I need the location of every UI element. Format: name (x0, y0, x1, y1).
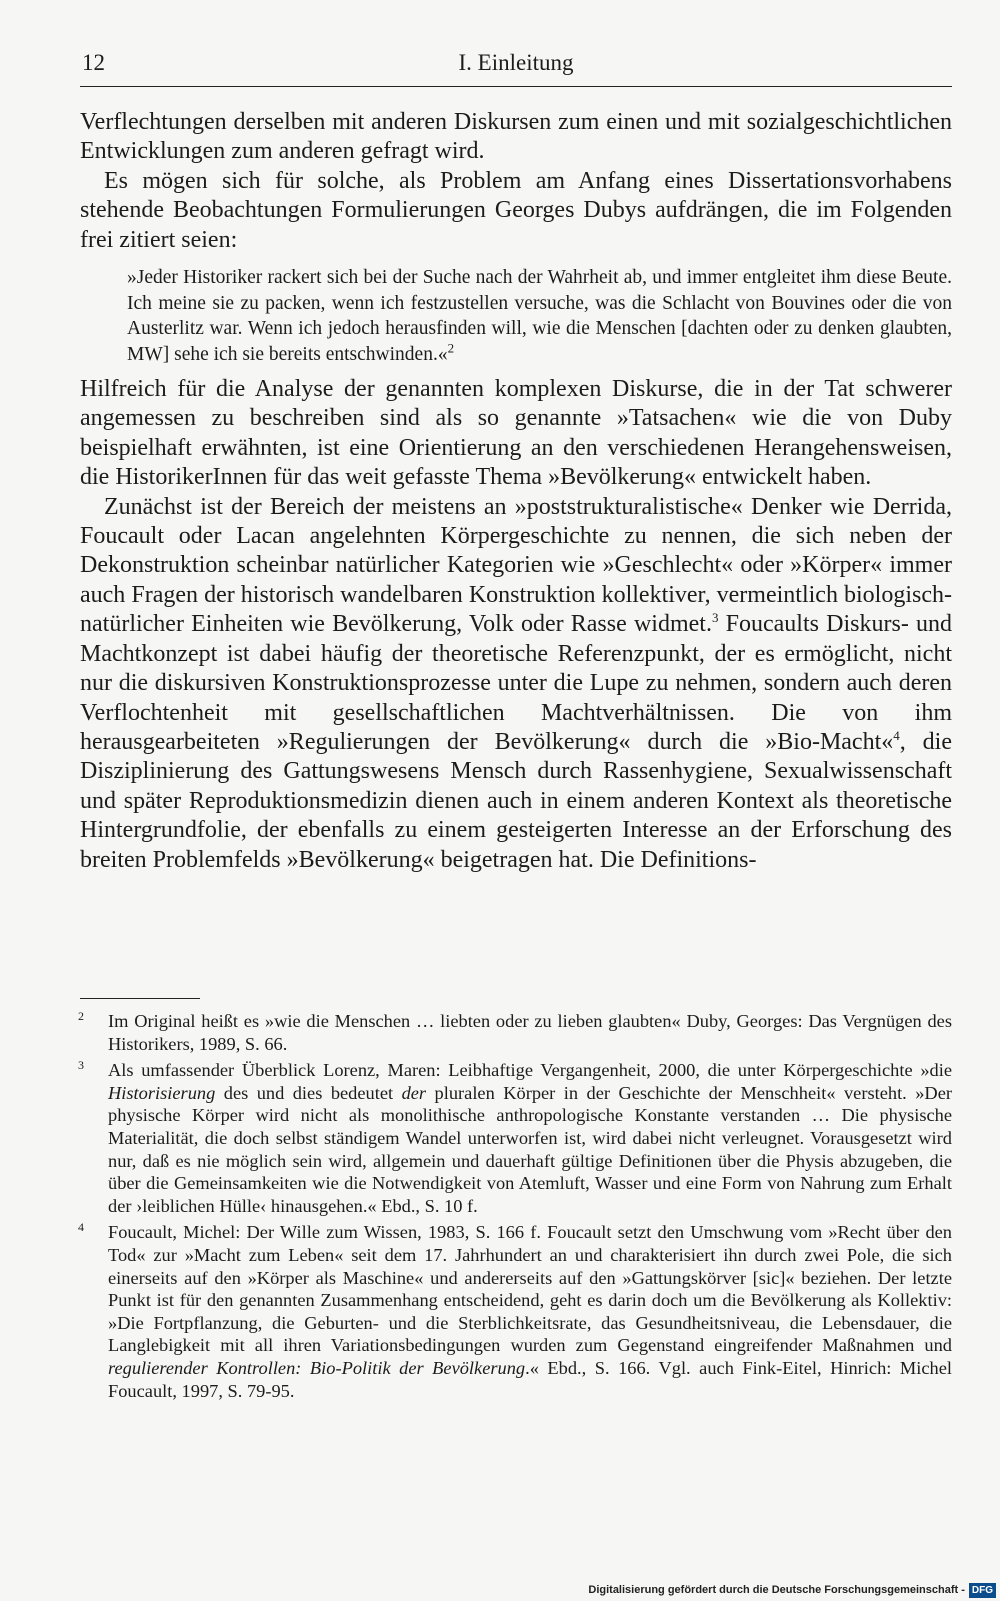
header-rule (80, 86, 952, 87)
footnote-text: Im Original heißt es »wie die Menschen … liebten oder zu lieben glaubten« Duby, Georges: Das Vergnügen des Historikers, 1989, S. 66. (108, 1011, 952, 1054)
footnote (80, 1059, 952, 1217)
footnote-text: Foucault, Michel: Der Wille zum Wissen, 1983, S. 166 f. Foucault setzt den Umschwung vom »Recht über den Tod« zur »Macht zum Leben« seit dem 17. Jahrhundert an und charakterisiert ihn durch zwei Pole, die sich einerseits auf den »Körper als Maschine« und andererseits auf den »Gattungskörver [sic]« beziehen. Der letzte Punkt ist für den genannten Zusammenhang entscheidend, geht es darin doch um die Bevölkerung als Kollektiv: »Die Fortpflanzung, die Geburten- und die Sterblichkeitsrate, das Gesundheitsniveau, die Lebensdauer, die Langlebigkeit mit all ihren Variationsbedingungen wurden zum Gegenstand eingreifender Maßnahmen und (108, 1222, 952, 1356)
footnote-text: des und dies bedeutet (215, 1082, 402, 1103)
page-header (80, 50, 952, 90)
footnote-emphasis: Historisierung (108, 1082, 216, 1103)
footnote-marker[interactable]: 4 (893, 727, 900, 743)
paragraph-text: , die Disziplinierung des Gattungswesens Mensch durch Rassenhygiene, Sexualwissenschaft und später Reproduktionsmedizin dienen auch in einem anderen Kontext als theoretische Hintergrundfolie, der ebenfalls zu einem gesteigerten Interesse an der Erforschung des breiten Problemfelds »Bevölkerung« beigetragen hat. Die Definitions- (80, 728, 953, 873)
footer-credit: Digitalisierung gefördert durch die Deutsche Forschungsgemeinschaft - (588, 1584, 965, 1596)
footnote (80, 1221, 952, 1402)
footnotes (80, 1010, 952, 1406)
dfg-logo: DFG (969, 1583, 996, 1598)
paragraph (80, 493, 952, 875)
footnote-text: pluralen Körper in der Geschichte der Menschheit« versteht. »Der physische Körper wird nicht als monolithische anthropologische Konstante verstanden … Die physische Materialität, die doch selbst ständigem Wandel unterworfen ist, wird dabei nicht verleugnet. Vorausgesetzt wird nur, daß es nie möglich sein wird, allgemein und dauerhaft gültige Definitionen über die Physis abzugeben, die über die Gemeinsamkeiten wie die Notwendigkeit von Atemluft, Wasser und eine Form von Nahrung zum Erhalt der ›leiblichen Hülle‹ hinausgehen.« Ebd., S. 10 f. (108, 1082, 952, 1216)
footnote-emphasis: regulierender Kontrollen: Bio-Politik der Bevölkerung (108, 1357, 526, 1378)
footnote-text: .« Ebd., S. 166. Vgl. auch Fink-Eitel, Hinrich: Michel Foucault, 1997, S. 79-95. (108, 1357, 952, 1401)
footnote-number: 3 (78, 1058, 84, 1073)
footnote-number: 2 (78, 1009, 84, 1023)
main-text (80, 108, 952, 875)
paragraph-text: Zunächst ist der Bereich der meistens an »poststrukturalistische« Denker wie Derrida, Foucault oder Lacan angelehnten Körpergeschichte zu nennen, die sich neben der Dekonstruktion scheinbar natürlicher Kategorien wie »Geschlecht« oder »Körper« immer auch Fragen der historisch wandelbaren Konstruktion kollektiver, vermeintlich biologisch-natürlicher Einheiten wie Bevölkerung, Volk oder Rasse widmet. (80, 493, 952, 638)
quote-text: »Jeder Historiker rackert sich bei der Suche nach der Wahrheit ab, und immer entgleitet ihm diese Beute. Ich meine sie zu packen, wenn ich festzustellen versuche, was die Schlacht von Bouvines oder die von Austerlitz war. Wenn ich jedoch herausfinden will, wie die Menschen [dachten oder zu denken glaubten, MW] sehe ich sie bereits entschwinden.« (127, 267, 952, 365)
footnote-emphasis: der (401, 1082, 427, 1103)
paragraph: Es mögen sich für solche, als Problem am Anfang eines Dissertationsvorhabens stehende Beobachtungen Formulierungen Georges Dubys aufdrängen, die im Folgenden frei zitiert seien: (80, 167, 952, 253)
paragraph: Verflechtungen derselben mit anderen Diskursen zum einen und mit sozialgeschichtlichen Entwicklungen zum anderen gefragt wird. (80, 109, 952, 165)
footnote (80, 1010, 952, 1055)
footnote-marker[interactable]: 2 (447, 340, 455, 356)
paragraph: Hilfreich für die Analyse der genannten komplexen Diskurse, die in der Tat schwerer angemessen zu beschreiben sind als so genannte »Tatsachen« wie die von Duby beispielhaft erwähnten, ist eine Orientierung an den verschiedenen Herangehensweisen, die HistorikerInnen für das weit gefasste Thema »Bevölkerung« entwickelt haben. (80, 376, 952, 491)
paragraph-text: Foucaults Diskurs- und Machtkonzept ist dabei häufig der theoretische Referenzpunkt, der es ermöglicht, nicht nur die diskursiven Konstruktionsprozesse unter die Lupe zu nehmen, sondern auch deren Verflochtenheit mit gesellschaftlichen Machtverhältnissen. Die von ihm herausgearbeiteten »Regulierungen der Bevölkerung« durch die »Bio-Macht« (80, 611, 953, 755)
digitization-footer (588, 1582, 996, 1598)
running-head: I. Einleitung (458, 50, 574, 75)
footnote-number: 4 (78, 1220, 84, 1235)
block-quote (127, 265, 952, 367)
page-number: 12 (82, 50, 105, 75)
footnote-text: Als umfassender Überblick Lorenz, Maren: Leibhaftige Vergangenheit, 2000, die unter Körpergeschichte »die (108, 1060, 952, 1081)
footnote-marker[interactable]: 3 (711, 610, 719, 626)
footnote-rule (80, 998, 200, 999)
